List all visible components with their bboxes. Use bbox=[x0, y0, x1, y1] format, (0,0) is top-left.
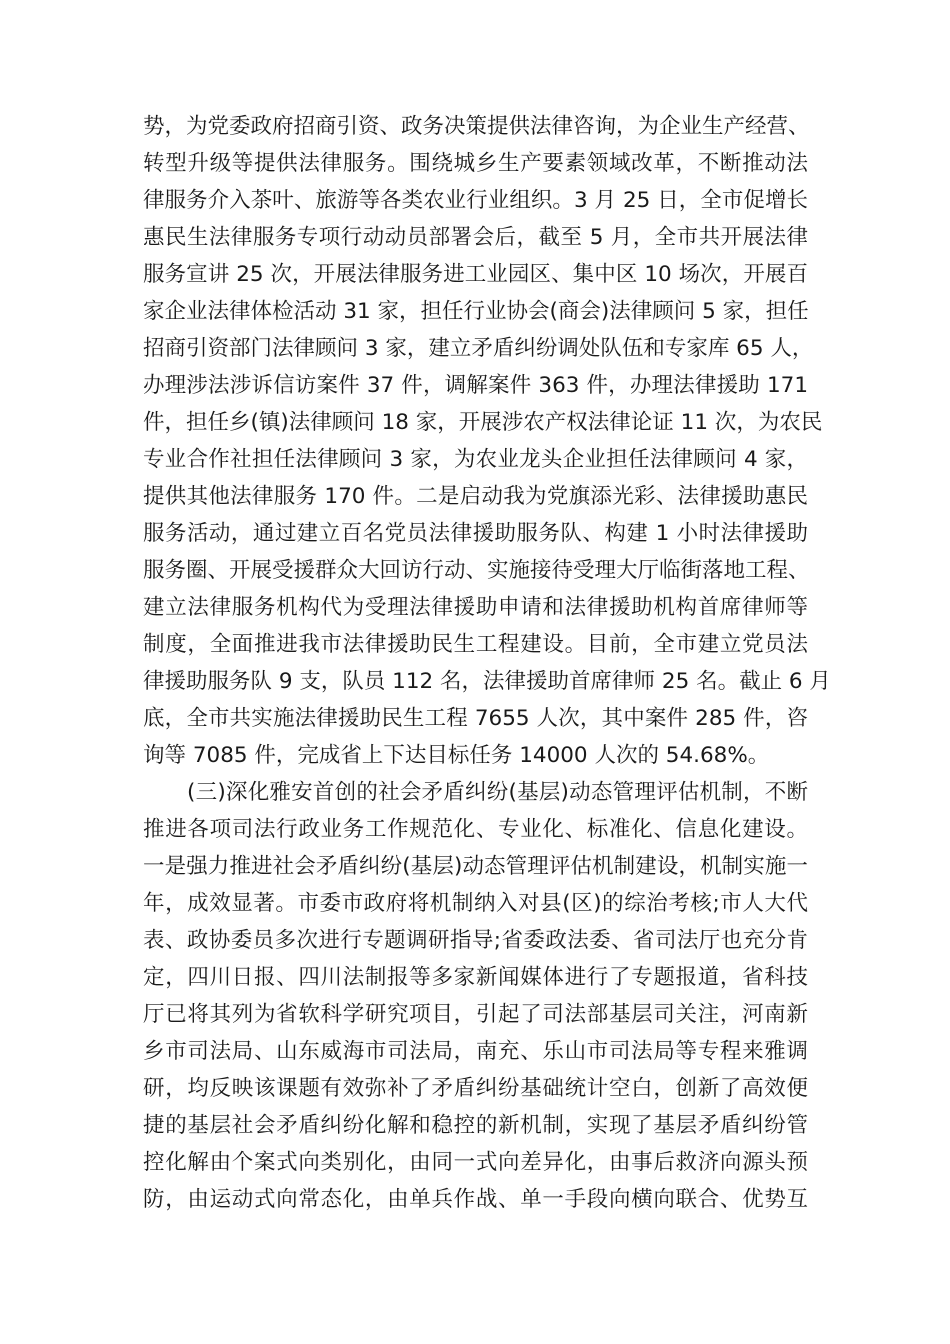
text-line: 件，担任乡(镇)法律顾问 18 家，开展涉农产权法律论证 11 次，为农民 bbox=[143, 410, 823, 435]
text-line: 办理涉法涉诉信访案件 37 件，调解案件 363 件，办理法律援助 171 bbox=[143, 373, 808, 398]
text-line: 捷的基层社会矛盾纠纷化解和稳控的新机制，实现了基层矛盾纠纷管 bbox=[143, 1113, 808, 1138]
text-line: 厅已将其列为省软科学研究项目，引起了司法部基层司关注，河南新 bbox=[143, 1002, 808, 1027]
text-line: 控化解由个案式向类别化，由同一式向差异化，由事后救济向源头预 bbox=[143, 1150, 808, 1175]
text-line: 研，均反映该课题有效弥补了矛盾纠纷基础统计空白，创新了高效便 bbox=[143, 1076, 808, 1101]
text-line: 推进各项司法行政业务工作规范化、专业化、标准化、信息化建设。 bbox=[143, 817, 808, 842]
text-line: 底，全市共实施法律援助民生工程 7655 人次，其中案件 285 件，咨 bbox=[143, 706, 808, 731]
text-line: 招商引资部门法律顾问 3 家，建立矛盾纠纷调处队伍和专家库 65 人， bbox=[143, 336, 814, 361]
text-line: 家企业法律体检活动 31 家，担任行业协会(商会)法律顾问 5 家，担任 bbox=[143, 299, 809, 324]
text-line: (三)深化雅安首创的社会矛盾纠纷(基层)动态管理评估机制，不断 bbox=[187, 780, 808, 805]
text-line: 转型升级等提供法律服务。围绕城乡生产要素领域改革，不断推动法 bbox=[143, 151, 808, 176]
text-line: 惠民生法律服务专项行动动员部署会后，截至 5 月，全市共开展法律 bbox=[143, 225, 808, 250]
text-line: 乡市司法局、山东威海市司法局，南充、乐山市司法局等专程来雅调 bbox=[143, 1039, 808, 1064]
text-line: 服务圈、开展受援群众大回访行动、实施接待受理大厅临街落地工程、 bbox=[143, 558, 810, 583]
paragraph-continuation bbox=[143, 108, 831, 774]
paragraph-three bbox=[143, 774, 808, 1218]
text-line: 年，成效显著。市委市政府将机制纳入对县(区)的综治考核;市人大代 bbox=[143, 891, 808, 916]
text-line: 势，为党委政府招商引资、政务决策提供法律咨询，为企业生产经营、 bbox=[143, 114, 810, 139]
text-line: 律服务介入茶叶、旅游等各类农业行业组织。3 月 25 日，全市促增长 bbox=[143, 188, 808, 213]
text-line: 制度，全面推进我市法律援助民生工程建设。目前，全市建立党员法 bbox=[143, 632, 808, 657]
text-line: 表、政协委员多次进行专题调研指导;省委政法委、省司法厅也充分肯 bbox=[143, 928, 808, 953]
text-line: 提供其他法律服务 170 件。二是启动我为党旗添光彩、法律援助惠民 bbox=[143, 484, 808, 509]
text-line: 一是强力推进社会矛盾纠纷(基层)动态管理评估机制建设，机制实施一 bbox=[143, 854, 808, 879]
text-line: 律援助服务队 9 支，队员 112 名，法律援助首席律师 25 名。截止 6 月 bbox=[143, 669, 831, 694]
text-line: 定，四川日报、四川法制报等多家新闻媒体进行了专题报道，省科技 bbox=[143, 965, 808, 990]
text-line: 询等 7085 件，完成省上下达目标任务 14000 人次的 54.68%。 bbox=[143, 743, 770, 768]
text-line: 服务宣讲 25 次，开展法律服务进工业园区、集中区 10 场次，开展百 bbox=[143, 262, 808, 287]
text-line: 服务活动，通过建立百名党员法律援助服务队、构建 1 小时法律援助 bbox=[143, 521, 808, 546]
text-line: 防，由运动式向常态化，由单兵作战、单一手段向横向联合、优势互 bbox=[143, 1187, 808, 1212]
text-line: 专业合作社担任法律顾问 3 家，为农业龙头企业担任法律顾问 4 家， bbox=[143, 447, 808, 472]
text-line: 建立法律服务机构代为受理法律援助申请和法律援助机构首席律师等 bbox=[143, 595, 808, 620]
